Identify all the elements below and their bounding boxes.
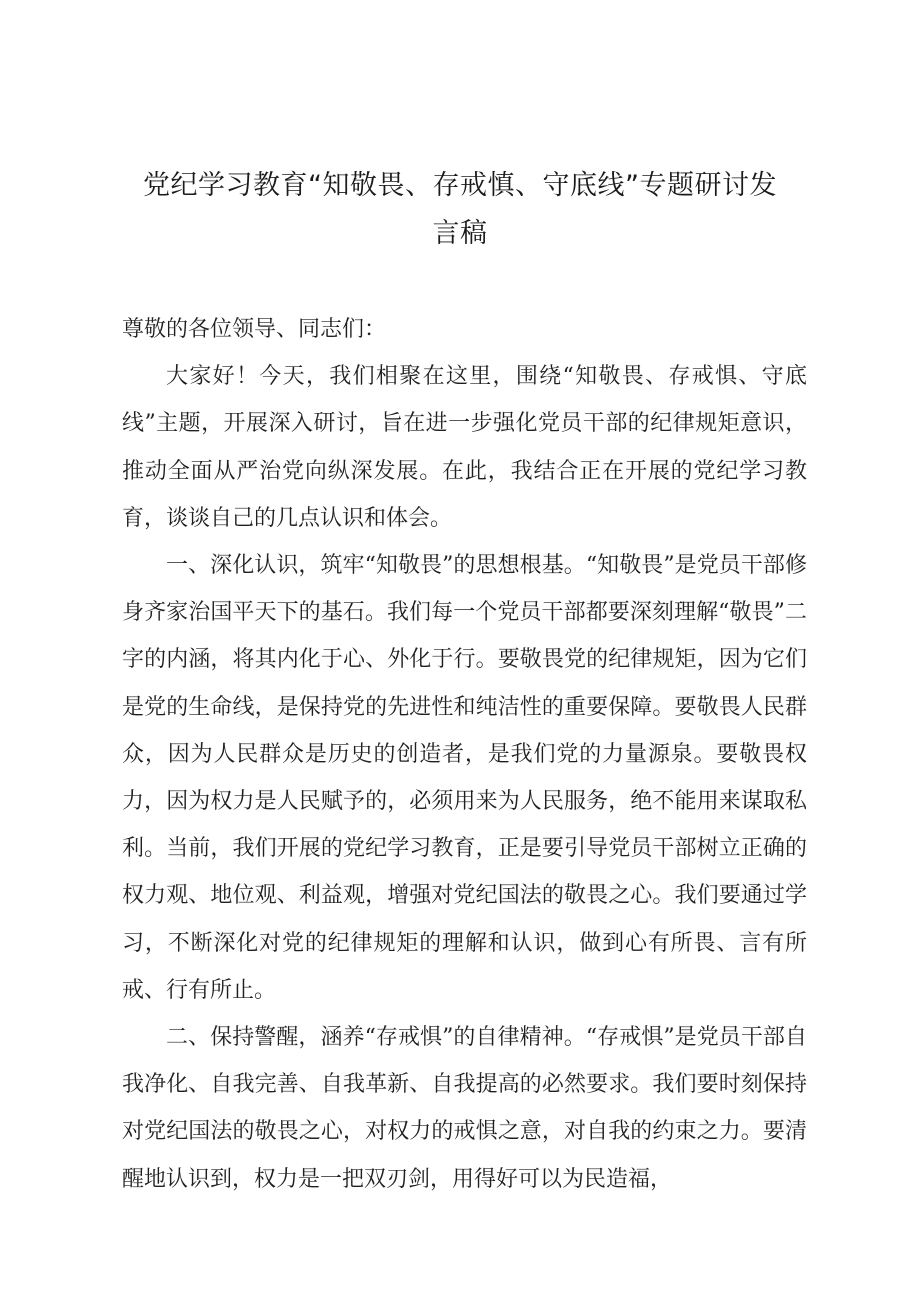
paragraph-section-one: 一、深化认识，筑牢“知敬畏”的思想根基。“知敬畏”是党员干部修身齐家治国平天下的基石。我们每一个党员干部都要深刻理解“敬畏”二字的内涵，将其内化于心、外化于行。要敬畏党的纪律规矩，因为它们是党的生命线，是保持党的先进性和纯洁性的重要保障。要敬畏人民群众，因为人民群众是历史的创造者，是我们党的力量源泉。要敬畏权力，因为权力是人民赋予的，必须用来为人民服务，绝不能用来谋取私利。当前，我们开展的党纪学习教育，正是要引导党员干部树立正确的权力观、地位观、利益观，增强对党纪国法的敬畏之心。我们要通过学习，不断深化对党的纪律规矩的理解和认识，做到心有所畏、言有所戒、行有所止。 [122, 553, 807, 1003]
paragraph-opening: 大家好！今天，我们相聚在这里，围绕“知敬畏、存戒惧、守底线”主题，开展深入研讨，旨在进一步强化党员干部的纪律规矩意识，推动全面从严治党向纵深发展。在此，我结合正在开展的党纪学习教育，谈谈自己的几点认识和体会。 [122, 364, 807, 531]
document-title: 党纪学习教育“知敬畏、存戒慎、守底线”专题研讨发言稿 [143, 170, 777, 249]
document-body [122, 306, 807, 1203]
paragraph-section-two: 二、保持警醒，涵养“存戒惧”的自律精神。“存戒惧”是党员干部自我净化、自我完善、自我革新、自我提高的必然要求。我们要时刻保持对党纪国法的敬畏之心，对权力的戒惧之意，对自我的约束之力。要清醒地认识到，权力是一把双刃剑，用得好可以为民造福， [122, 1025, 807, 1192]
salutation: 尊敬的各位领导、同志们： [122, 317, 387, 342]
